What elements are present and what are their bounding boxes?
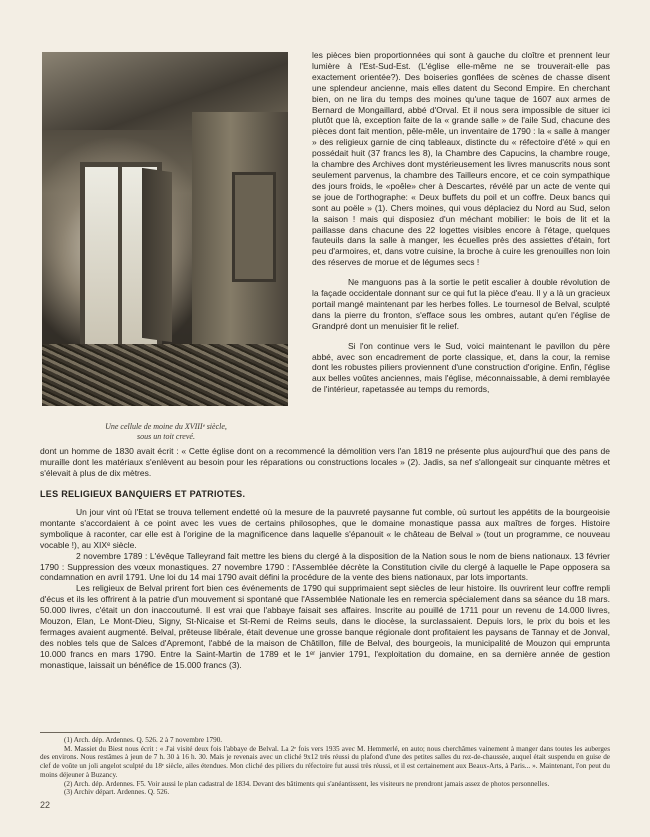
- caption-line: sous un toit crevé.: [137, 431, 195, 441]
- paragraph: Ne manguons pas à la sortie le petit escalier à double révolution de la façade occidentale donnant sur ce qui fut la pièce d'eau. Il y a là un gracieux portail mangé maintenant par les herbes folles. Le tournesol de Belval, sculpté dans la pierre du fronton, s'efface sous les ombres, autant qu'en l'église de Grandpré dont un menuisier fit le relief.: [312, 277, 610, 331]
- section-heading: LES RELIGIEUX BANQUIERS ET PATRIOTES.: [40, 489, 246, 499]
- page-number: 22: [40, 800, 51, 810]
- caption-line: Une cellule de moine du XVIIIᵉ siècle,: [105, 422, 227, 431]
- paragraph: dont un homme de 1830 avait écrit : « Cette église dont on a recommencé la démolition vers l'an 1819 ne présente plus aujourd'hui que des pans de muraille dont les matériaux s'enlèvent au besoin pour les réparations ou constructions locales » (2). Jadis, sa nef s'allongeait sur cinquante mètres et s'élevait à plus de dix mètres.: [40, 446, 610, 478]
- photo-rubble: [42, 344, 288, 406]
- paragraph: les pièces bien proportionnées qui sont à gauche du cloître et prennent leur lumière à l'Est-Sud-Est. (L'église elle-même ne se trouverait-elle pas exactement orientée?). Des boiseries gonflées de scènes de chasse disent une splendeur ancienne, mais elles datent du Second Empire. En cherchant bien, on ne lira du temps des moines qu'une taque de 1607 aux armes de Bernard de Mongaillard, abbé d'Orval. Et il nous sera impossible de situer ici plutôt que là, exception faite de la « grande salle » de l'aile Sud, chacune des pièces dont fait mention, pêle-mêle, un inventaire de 1790 : la « salle à manger » des religieux garnie de cinq tableaux, distincte du « réfectoire d'été » qui en possédait huit (37 francs les 8), la Chambre des Capucins, la chambre rouge, la chambre des Archives dont mystérieusement les livres manuscrits nous sont seulement parvenus, la chambre des Tailleurs encore, et ce coin sympathique des jours froids, le «poêle» cher à Descartes, révélé par un acte de vente qui se joue de l'orthographe: « Deux buffets du poil et un coffre. Deux bancs qui sont au poële » (1). Chers moines, qui vous déplaciez du Nord au Sud, selon la saison ! mais qui disposiez d'un méchant mobilier: le bois de lit et la paillasse dans chacune des 22 logettes visibles encore à l'étage, quelques fauteuils dans la salle à manger, les écuelles près des assiettes d'étain, fort peu d'armoires, et, dans votre cuisine, la broche à cuire les grenouilles non loin des réserves de morue et de légumes secs !: [312, 50, 610, 268]
- right-column: [312, 50, 610, 395]
- footnote: M. Massiet du Biest nous écrit : « J'ai visité deux fois l'abbaye de Belval. La 2ᵉ fois vers 1935 avec M. Hemmerlé, en auto; nous cherchâmes vainement à manger dans toutes les auberges des environs. Nous restâmes à jeun de 7 h. 30 à 16 h. 30. Mais je revenais avec un cliché 9x12 très réussi du plafond d'une des petites salles du rez-de-chaussée, auquel était suspendu en guise de clef de voûte un joli angelot sculpté du 18ᵉ siècle, ailes étendues. Mon cliché des piliers du réfectoire fut aussi très réussi, et il est certainement aux Beaux-Arts, à Paris... ». Maintenant, l'on peut du moins déjeuner à Buzancy.: [40, 744, 610, 779]
- monk-cell-photo: [42, 52, 288, 406]
- paragraph: Si l'on continue vers le Sud, voici maintenant le pavillon du père abbé, avec son encadrement de porte classique, et, dans la cour, la remise dont les robustes piliers proviennent d'une construction d'origine. Enfin, l'église aux belles voûtes anciennes, mais l'église, méconnaissable, à demi remblayée de l'intérieur, rapetassée au temps du remords,: [312, 340, 610, 395]
- footnote: (2) Arch. dép. Ardennes. F5. Voir aussi le plan cadastral de 1834. Devant des bâtiments qui s'anéantissent, les visiteurs ne prendront jamais assez de photos personnelles.: [64, 779, 550, 788]
- photo-panel: [232, 172, 276, 282]
- photo-shutter: [142, 168, 172, 342]
- photo-caption: [40, 422, 292, 441]
- footnote: (1) Arch. dép. Ardennes. Q. 526. 2 à 7 novembre 1790.: [64, 736, 223, 744]
- photo-window-bar: [118, 167, 122, 349]
- paragraph: Les religieux de Belval prirent fort bien ces événements de 1790 qui supprimaient sept siècles de leur histoire. Ils ouvrirent leur coffre rempli d'écus et ils les offrirent à la patrie d'un mouvement si spontané que l'Assemblée Nationale les en remercia spécialement dans sa séance du 18 mars. 50.000 livres, c'était un don inaccoutumé. Il est vrai que l'abbaye faisait ses affaires. Inscrite au pouillé de 1711 pour un revenu de 14.000 livres, Mouzon, Elan, Le Mont-Dieu, Signy, St-Nicaise et St-Remi de Reims seuls, dans le diocèse, la surclassaient. Depuis lors, le prix du bois et les fermages avaient augmenté. Belval, prêteuse libérale, était devenue une grosse banque régionale dont profitaient les paysans de Tannay et de Jonval, des nobles tels que de Salces d'Apremont, l'abbé de la maison de Châtillon, fille de Belval, des bourgeois, la municipalité de Mouzon qui emprunta 10.000 francs en mars 1790. Entre la Saint-Martin de 1789 et le 1ᵉʳ janvier 1791, l'exploitation du domaine, en sa dernière année de gestion monastique, laissait un bénéfice de 15.000 francs (3).: [40, 583, 610, 670]
- footnotes: [40, 736, 610, 797]
- footnote-rule: [40, 732, 120, 733]
- paragraph: Un jour vint où l'Etat se trouva tellement endetté où la mesure de la pauvreté paysanne fut comble, où surtout les appétits de la bourgeoisie montante s'accordaient à ce point avec les vues de certains philosophes, que le domaine monastique passa aux maîtres de forges. Histoire symbolique à raconter, car elle est à l'origine de la magnificence dans laquelle s'épanouit « le château de Belval » (tout un programme, ce nouveau vocable !), au XIXᵉ siècle.: [40, 507, 610, 550]
- section-body: [40, 507, 610, 671]
- footnote: (3) Archiv départ. Ardennes. Q. 526.: [64, 788, 170, 797]
- paragraph: 2 novembre 1789 : L'évêque Talleyrand fait mettre les biens du clergé à la disposition de la Nation sous le nom de biens nationaux. 13 février 1790 : Suppression des vœux monastiques. 27 novembre 1790 : l'Assemblée décrète la Constitution civile du clergé à laquelle le Pape opposera sa condamnation en avril 1791. Une loi du 14 mai 1790 avait défini la procédure de la vente des biens nationaux, par lots importants.: [40, 550, 610, 583]
- continuation-text: [40, 446, 610, 479]
